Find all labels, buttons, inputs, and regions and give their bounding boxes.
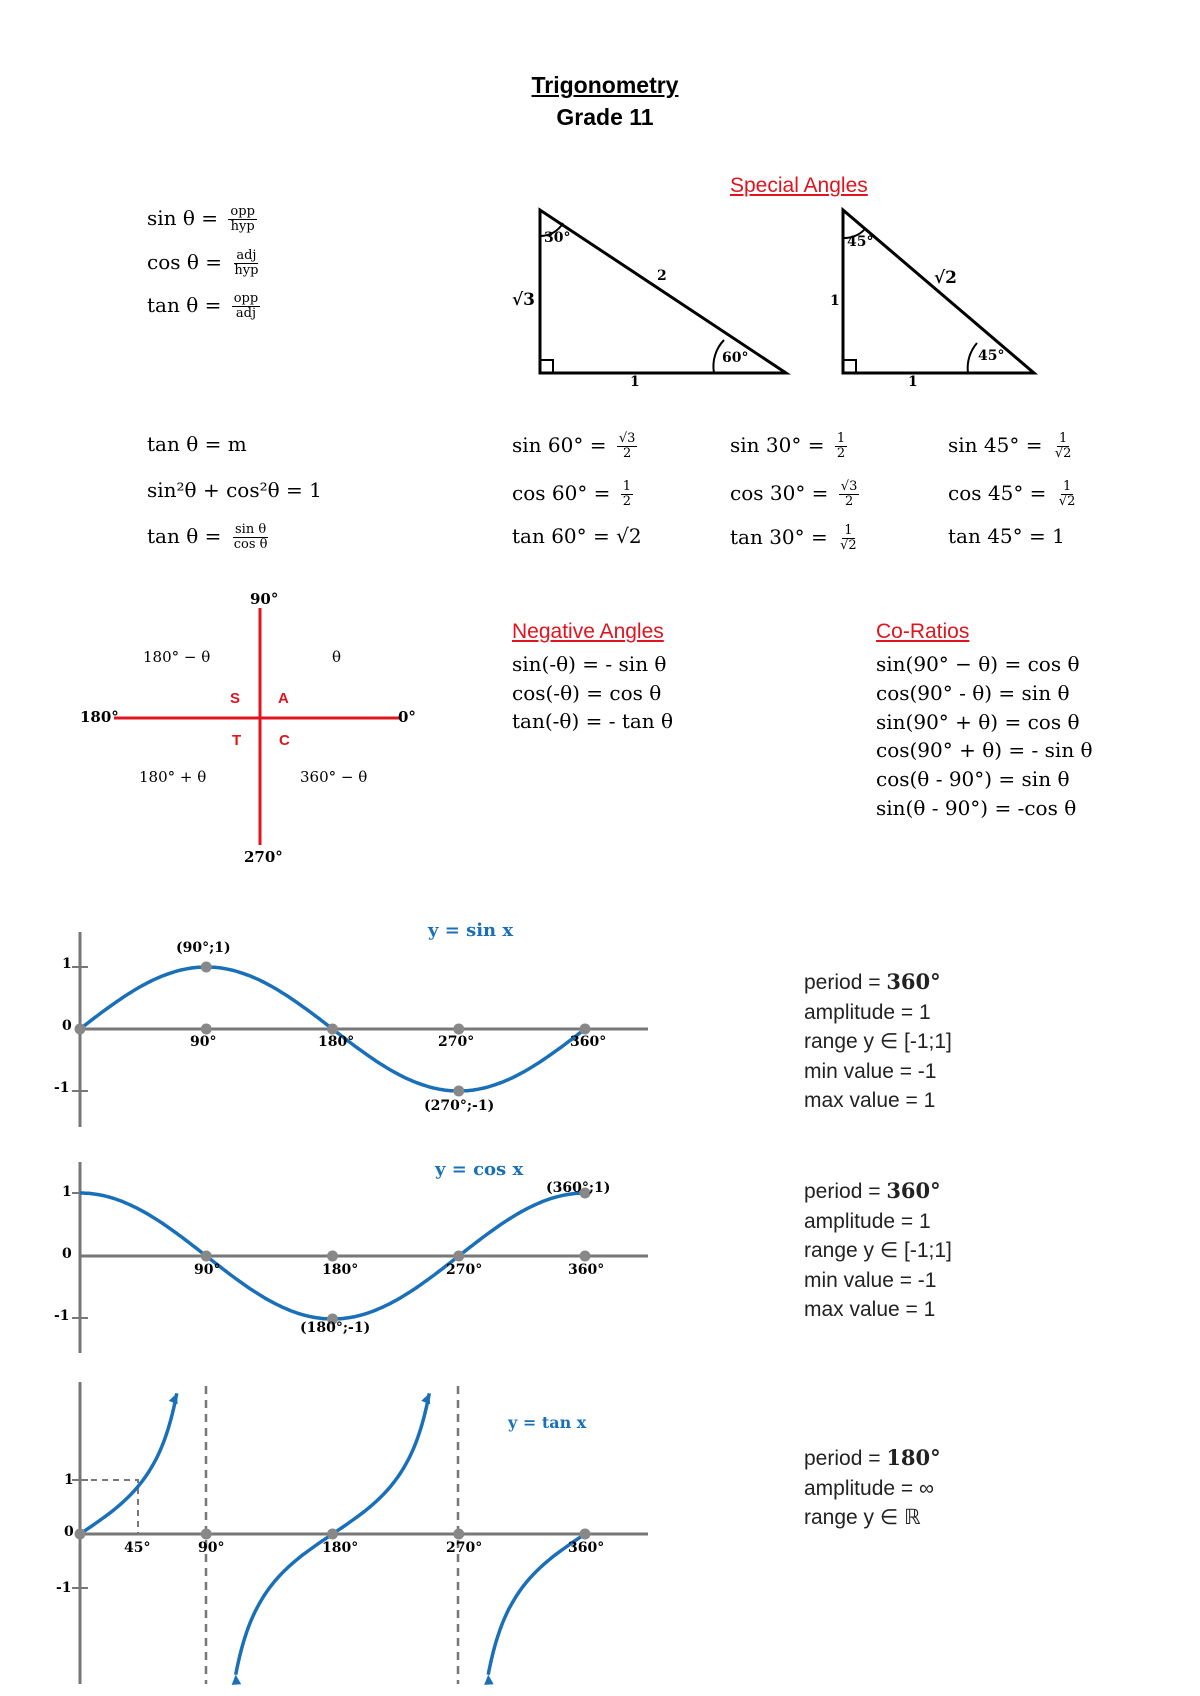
tri45-bottom-angle: 45° bbox=[978, 348, 1005, 364]
sin-x-label: 90° bbox=[190, 1034, 217, 1050]
sin60: sin 60° = $\frac{√3}{2}$ bbox=[512, 431, 636, 461]
cast-right-label: 0° bbox=[398, 708, 416, 726]
cos-axis-point bbox=[580, 1251, 591, 1262]
tri30-bottom-angle: 60° bbox=[722, 350, 749, 366]
sin-data-point bbox=[327, 1024, 338, 1035]
tan-axis-point bbox=[75, 1529, 86, 1540]
tan-45-guide bbox=[80, 1480, 138, 1534]
cast-top-label: 90° bbox=[250, 590, 279, 608]
cast-bottom-label: 270° bbox=[244, 848, 283, 866]
negative-line: cos(-θ) = cos θ bbox=[512, 680, 662, 705]
triangle-30-60 bbox=[540, 210, 786, 373]
cos-min-point-label: (180°;-1) bbox=[300, 1320, 371, 1336]
cos-info: period = 360° amplitude = 1 range y ∈ [-1;1] min value = -1 max value = 1 bbox=[804, 1178, 952, 1321]
negative-line: sin(-θ) = - sin θ bbox=[512, 652, 667, 676]
tri30-top-angle: 30° bbox=[544, 230, 571, 246]
tan-x-label: 45° bbox=[124, 1540, 151, 1556]
cos-graph-title: y = cos x bbox=[435, 1159, 524, 1180]
cos-x-label: 270° bbox=[446, 1262, 483, 1278]
cast-a: A bbox=[278, 690, 289, 707]
tri45-hyp: √2 bbox=[934, 268, 958, 288]
sin-max-point-label: (90°;1) bbox=[176, 940, 231, 956]
sin-data-point bbox=[75, 1024, 86, 1035]
sin-axis-point bbox=[201, 1024, 212, 1035]
sin-graph bbox=[72, 932, 648, 1127]
sin-y-label-neg1: -1 bbox=[54, 1080, 70, 1096]
page-title: Trigonometry bbox=[531, 72, 679, 98]
page-subtitle: Grade 11 bbox=[556, 104, 654, 130]
sin-data-point bbox=[201, 962, 212, 973]
tan-axis-point bbox=[201, 1529, 212, 1540]
special-angles-heading: Special Angles bbox=[730, 174, 868, 197]
pythagorean-identity: sin²θ + cos²θ = 1 bbox=[147, 478, 322, 502]
cast-q4: 360° − θ bbox=[300, 768, 368, 786]
tri45-side: 1 bbox=[830, 293, 840, 309]
tan-y-label-neg1: -1 bbox=[56, 1580, 72, 1596]
cos30: cos 30° = $\frac{√3}{2}$ bbox=[730, 479, 858, 509]
tan-x-label: 360° bbox=[568, 1540, 605, 1556]
sin30: sin 30° = $\frac{1}{2}$ bbox=[730, 431, 846, 461]
coratio-line: cos(θ - 90°) = sin θ bbox=[876, 767, 1070, 792]
cos-y-label-neg1: -1 bbox=[54, 1308, 70, 1324]
sin-x-label: 180° bbox=[318, 1034, 355, 1050]
cos-axis-point bbox=[327, 1251, 338, 1262]
sin-info: period = 360° amplitude = 1 range y ∈ [-1;1] min value = -1 max value = 1 bbox=[804, 969, 952, 1112]
coratio-line: cos(90° + θ) = - sin θ bbox=[876, 738, 1093, 763]
coratio-line: cos(90° - θ) = sin θ bbox=[876, 680, 1070, 705]
tan-axis-point bbox=[327, 1529, 338, 1540]
tan-x-label: 90° bbox=[198, 1540, 225, 1556]
cos-x-label: 90° bbox=[194, 1262, 221, 1278]
sin-y-label-1: 1 bbox=[62, 956, 72, 972]
sin-axis-point bbox=[453, 1024, 464, 1035]
coratio-line: sin(90° − θ) = cos θ bbox=[876, 652, 1080, 676]
cast-c: C bbox=[279, 732, 290, 749]
coratios-heading: Co-Ratios bbox=[876, 620, 970, 643]
sin-ratio: sin θ = $\frac{\text{opp}}{\text{hyp}}$ bbox=[147, 204, 255, 234]
tan-arrow-down-1 bbox=[232, 1675, 242, 1685]
tan60: tan 60° = √2 bbox=[512, 524, 642, 548]
tan-axis-point bbox=[580, 1529, 591, 1540]
sin45: sin 45° = $\frac{1}{√2}$ bbox=[948, 431, 1072, 461]
tri45-top-angle: 45° bbox=[847, 234, 874, 250]
tri45-base: 1 bbox=[908, 374, 918, 390]
cos-y-label-0: 0 bbox=[62, 1246, 72, 1262]
coratio-line: sin(θ - 90°) = -cos θ bbox=[876, 795, 1077, 820]
tan-ratio: tan θ = $\frac{\text{opp}}{\text{adj}}$ bbox=[147, 291, 259, 321]
negative-line: tan(-θ) = - tan θ bbox=[512, 709, 674, 733]
cos-ratio: cos θ = $\frac{\text{adj}}{\text{hyp}}$ bbox=[147, 248, 259, 278]
quotient-identity: tan θ = $\frac{\text{sin θ}}{\text{cos θ}}$ bbox=[147, 522, 268, 552]
tan30: tan 30° = $\frac{1}{√2}$ bbox=[730, 523, 857, 553]
cos45: cos 45° = $\frac{1}{√2}$ bbox=[948, 479, 1076, 509]
tan-info: period = 180° amplitude = ∞ range y ∈ ℝ bbox=[804, 1445, 941, 1529]
tan-branch-1 bbox=[80, 1393, 177, 1534]
tan45: tan 45° = 1 bbox=[948, 524, 1065, 548]
cast-q1: θ bbox=[332, 648, 342, 666]
sin-x-label: 270° bbox=[438, 1034, 475, 1050]
negative-angles-list bbox=[512, 650, 673, 736]
sin-data-point bbox=[580, 1024, 591, 1035]
negative-angles-heading: Negative Angles bbox=[512, 620, 664, 643]
tri30-side: √3 bbox=[512, 290, 536, 310]
tan-y-label-1: 1 bbox=[64, 1472, 74, 1488]
cast-s: S bbox=[230, 690, 241, 707]
coratios-list bbox=[876, 650, 1093, 823]
cos-x-label: 360° bbox=[568, 1262, 605, 1278]
cast-q3: 180° + θ bbox=[139, 768, 207, 786]
tan-graph-title: y = tan x bbox=[508, 1413, 587, 1432]
coratio-line: sin(90° + θ) = cos θ bbox=[876, 709, 1080, 734]
gradient-identity: tan θ = m bbox=[147, 432, 247, 456]
sin-graph-title: y = sin x bbox=[428, 920, 514, 941]
cos-end-point-label: (360°;1) bbox=[546, 1180, 611, 1196]
cos-y-label-1: 1 bbox=[62, 1184, 72, 1200]
tan-y-label-0: 0 bbox=[64, 1524, 74, 1540]
tri30-base: 1 bbox=[630, 374, 640, 390]
cast-t: T bbox=[232, 732, 242, 749]
sin-x-label: 360° bbox=[570, 1034, 607, 1050]
cast-left-label: 180° bbox=[80, 708, 119, 726]
cast-q2: 180° − θ bbox=[143, 648, 211, 666]
cos60: cos 60° = $\frac{1}{2}$ bbox=[512, 479, 632, 509]
tan-arrow-down-2 bbox=[484, 1675, 494, 1685]
sin-data-point bbox=[453, 1086, 464, 1097]
sin-min-point-label: (270°;-1) bbox=[424, 1098, 495, 1114]
tan-x-label: 180° bbox=[322, 1540, 359, 1556]
tan-x-label: 270° bbox=[446, 1540, 483, 1556]
cos-data-point bbox=[453, 1251, 464, 1262]
cast-diagram bbox=[114, 608, 400, 845]
cos-x-label: 180° bbox=[322, 1262, 359, 1278]
sin-y-label-0: 0 bbox=[62, 1018, 72, 1034]
tan-axis-point bbox=[453, 1529, 464, 1540]
cos-data-point bbox=[201, 1251, 212, 1262]
tri30-hyp: 2 bbox=[657, 268, 667, 284]
